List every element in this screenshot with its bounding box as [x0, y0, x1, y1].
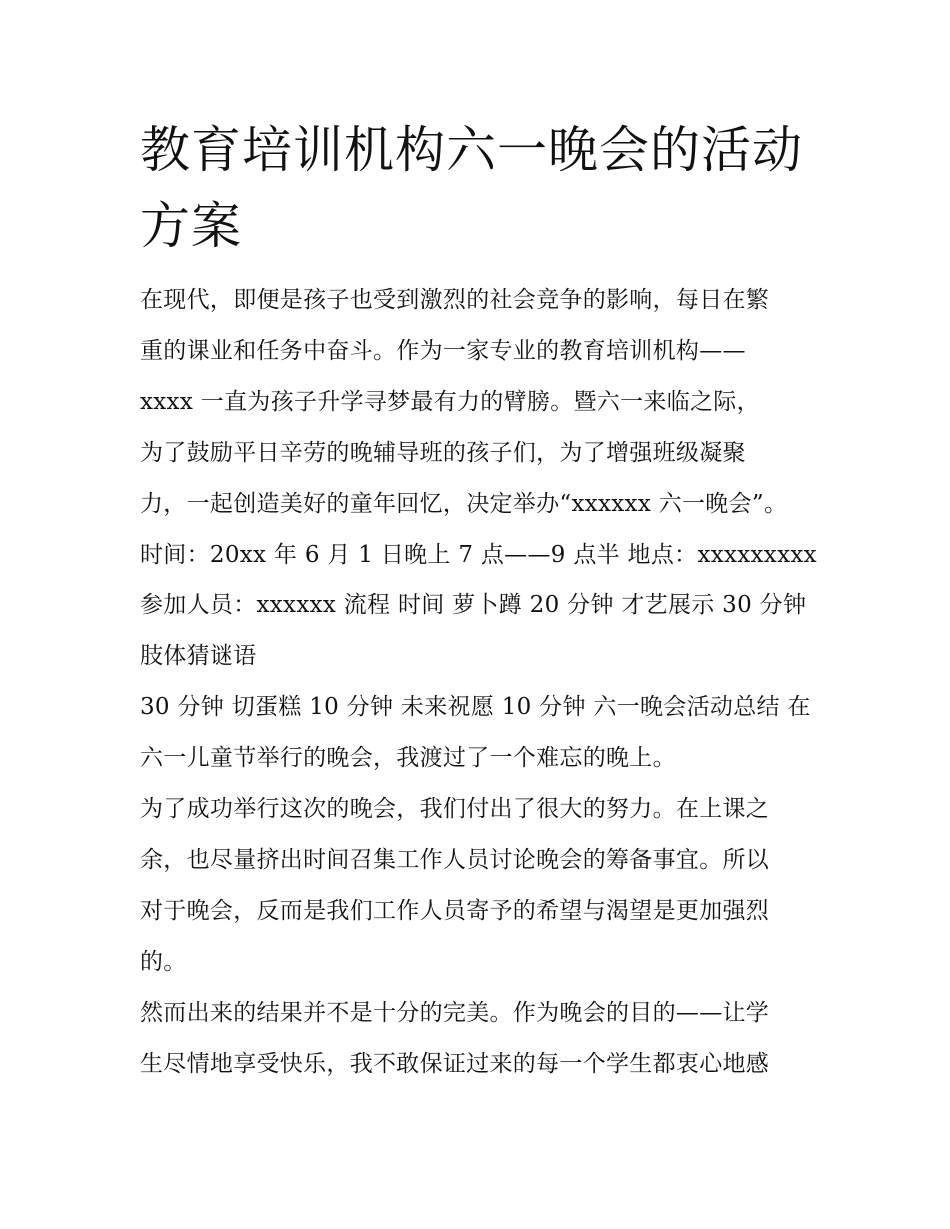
body-line-2: 重的课业和任务中奋斗。作为一家专业的教育培训机构—— [140, 338, 746, 364]
body-line-9: 30 分钟 切蛋糕 10 分钟 未来祝愿 10 分钟 六一晚会活动总结 在 [140, 694, 811, 720]
body-line-16: 生尽情地享受快乐，我不敢保证过来的每一个学生都衷心地感 [140, 1051, 770, 1077]
body-line-1: 在现代，即便是孩子也受到激烈的社会竞争的影响，每日在繁 [140, 287, 770, 313]
body-line-15: 然而出来的结果并不是十分的完美。作为晚会的目的——让学 [140, 1000, 770, 1026]
title-line-2: 方案 [140, 197, 242, 255]
body-line-12: 余，也尽量挤出时间召集工作人员讨论晚会的筹备事宜。所以 [140, 847, 770, 873]
title-line-1: 教育培训机构六一晚会的活动 [140, 121, 803, 179]
body-line-3: xxxx 一直为孩子升学寻梦最有力的臂膀。暨六一来临之际， [140, 389, 760, 415]
body-line-4: 为了鼓励平日辛劳的晚辅导班的孩子们，为了增强班级凝聚 [140, 440, 746, 466]
body-line-11: 为了成功举行这次的晚会，我们付出了很大的努力。在上课之 [140, 796, 770, 822]
document-title [140, 112, 820, 264]
body-line-8: 肢体猜谜语 [140, 643, 257, 669]
body-line-13: 对于晚会，反而是我们工作人员寄予的希望与渴望是更加强烈 [140, 898, 770, 924]
body-line-6: 时间：20xx 年 6 月 1 日晚上 7 点——9 点半 地点：xxxxxxxxx [140, 542, 817, 568]
body-line-5: 力，一起创造美好的童年回忆，决定举办“xxxxxx 六一晚会”。 [140, 491, 788, 517]
body-line-14: 的。 [140, 949, 187, 975]
body-line-7: 参加人员：xxxxxx 流程 时间 萝卜蹲 20 分钟 才艺展示 30 分钟 [140, 592, 807, 618]
body-line-10: 六一儿童节举行的晚会，我渡过了一个难忘的晚上。 [140, 745, 676, 771]
